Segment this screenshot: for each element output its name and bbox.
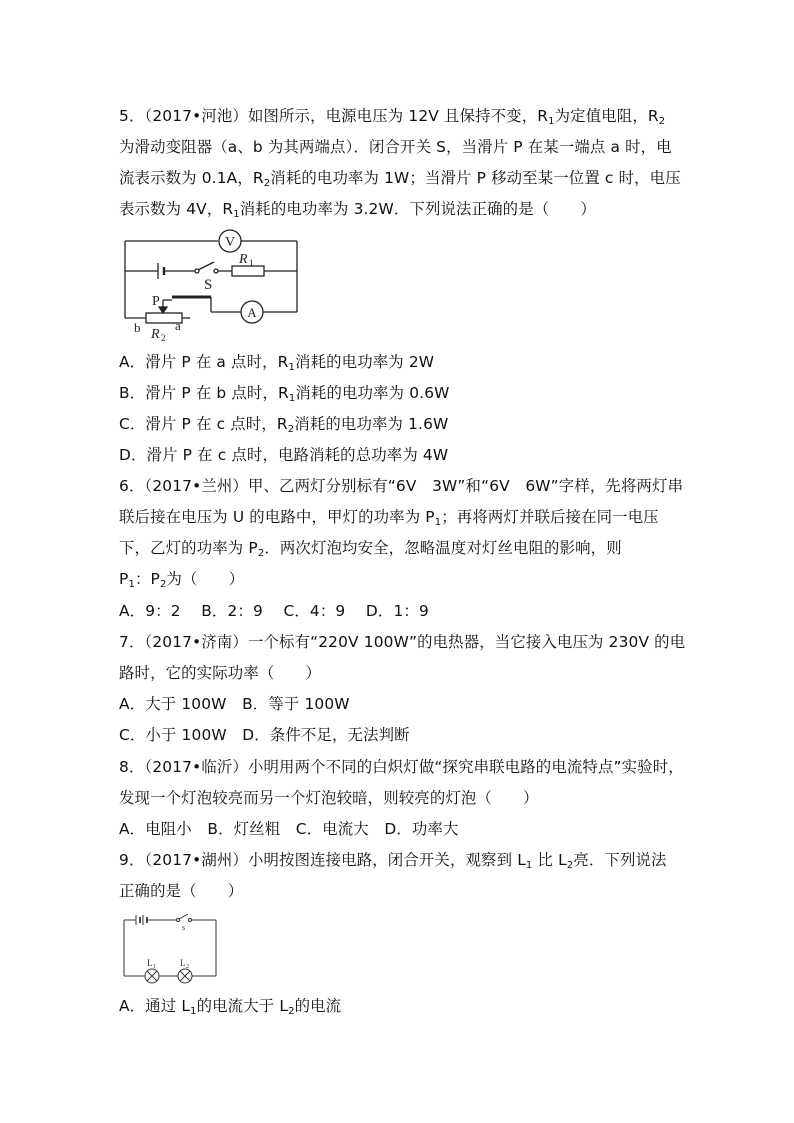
rheostat-end-a: a: [175, 318, 181, 333]
r2-subscript: 2: [161, 333, 166, 343]
q9-circuit-diagram: [118, 910, 223, 988]
switch-label: S: [204, 277, 213, 293]
q5-line-3: 流表示数为 0.1A，$R_2$消耗的电功率为 1W；当滑片 P 移动至某一位置 c 时，电压: [119, 169, 681, 189]
q6-line-1: 6．（2017•兰州）甲、乙两灯分别标有“6V 3W”和“6V 6W”字样，先将两灯串: [119, 477, 684, 495]
q8-line-2: 发现一个灯泡较亮而另一个灯泡较暗，则较亮的灯泡（ ）: [119, 789, 539, 807]
q8-options: A．电阻小 B．灯丝粗 C．电流大 D．功率大: [119, 820, 459, 838]
q6-line-4: $P_1$：$P_2$为（ ）: [119, 570, 245, 590]
r2-label: R: [151, 327, 160, 342]
ammeter-label: A: [247, 305, 257, 320]
q5-line-4: 表示数为 4V，$R_1$消耗的电功率为 3.2W．下列说法正确的是（ ）: [119, 200, 596, 220]
q7-options-ab: A．大于 100W B．等于 100W: [119, 695, 350, 713]
q8-line-1: 8．（2017•临沂）小明用两个不同的白炽灯做“探究串联电路的电流特点”实验时，: [119, 758, 684, 776]
q7-line-2: 路时，它的实际功率（ ）: [119, 664, 322, 682]
slider-label: P: [152, 294, 160, 309]
voltmeter-label: V: [224, 235, 236, 250]
r1-label: R: [239, 252, 248, 267]
q7-line-1: 7．（2017•济南）一个标有“220V 100W”的电热器，当它接入电压为 230V 的电: [119, 633, 686, 651]
q7-options-cd: C．小于 100W D．条件不足，无法判断: [119, 726, 410, 744]
lamp2-subscript: 2: [186, 964, 189, 970]
q9-line-1: 9．（2017•湖州）小明按图连接电路，闭合开关，观察到 $L_1$ 比 $L_2$亮．下列说法: [119, 851, 667, 871]
q5-option-d: D．滑片 P 在 c 点时，电路消耗的总功率为 4W: [119, 446, 449, 464]
r1-subscript: 1: [249, 258, 254, 268]
q6-line-3: 下，乙灯的功率为 $P_2$．两次灯泡均安全，忽略温度对灯丝电阻的影响，则: [119, 539, 622, 559]
lamp1-label: L: [147, 958, 153, 968]
q5-option-b: B．滑片 P 在 b 点时，$R_1$消耗的电功率为 0.6W: [119, 384, 450, 404]
q9-line-2: 正确的是（ ）: [119, 882, 244, 900]
q5-line-1: 5．（2017•河池）如图所示，电源电压为 12V 且保持不变，$R_1$为定值电阻，$R_2$: [119, 107, 666, 127]
q5-circuit-diagram: [118, 226, 304, 344]
lamp2-label: L: [180, 958, 186, 968]
rheostat-end-b: b: [134, 320, 141, 335]
lamp1-subscript: 1: [153, 964, 156, 970]
q6-options: A．9：2 B．2：9 C．4：9 D．1：9: [119, 602, 429, 620]
q5-line-2: 为滑动变阻器（a、b 为其两端点）．闭合开关 S，当滑片 P 在某一端点 a 时，电: [119, 138, 672, 156]
q5-option-a: A．滑片 P 在 a 点时，$R_1$消耗的电功率为 2W: [119, 353, 435, 373]
q5-option-c: C．滑片 P 在 c 点时，$R_2$消耗的电功率为 1.6W: [119, 415, 449, 435]
switch-label: s: [182, 923, 186, 932]
q9-option-a: A．通过 $L_1$的电流大于 $L_2$的电流: [119, 997, 342, 1017]
q6-line-2: 联后接在电压为 U 的电路中，甲灯的功率为 $P_1$；再将两灯并联后接在同一电压: [119, 508, 659, 528]
